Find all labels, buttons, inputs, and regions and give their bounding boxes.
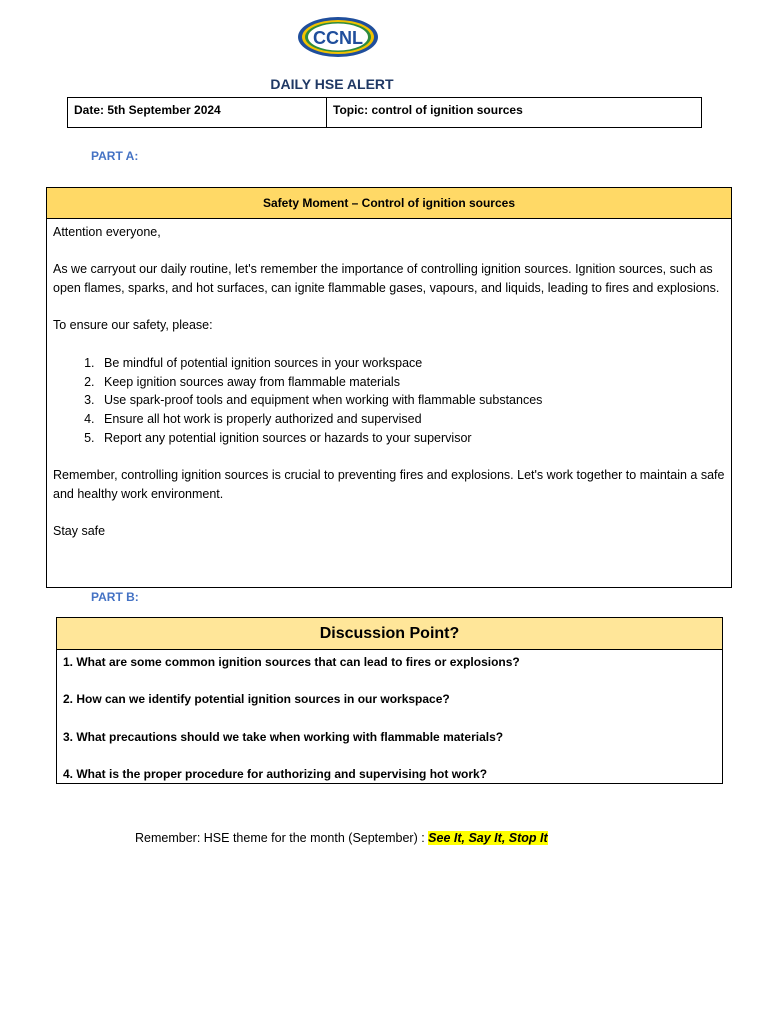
discussion-body (57, 650, 722, 787)
date-cell: Date: 5th September 2024 (68, 98, 327, 127)
signoff: Stay safe (53, 524, 106, 539)
safety-list (53, 354, 725, 448)
closing-paragraph: Remember, controlling ignition sources is crucial to preventing fires and explosions. Let's work together to maintain a safe and healthy work environment. (53, 468, 725, 501)
list-lead: To ensure our safety, please: (53, 318, 213, 333)
topic-cell: Topic: control of ignition sources (333, 103, 523, 117)
list-item: 5. Report any potential ignition sources or hazards to your supervisor (98, 429, 725, 448)
discussion-question: 1. What are some common ignition sources that can lead to fires or explosions? (63, 655, 520, 669)
list-item: 3. Use spark-proof tools and equipment when working with flammable substances (98, 391, 725, 410)
discussion-question: 4. What is the proper procedure for authorizing and supervising hot work? (63, 767, 488, 782)
list-item: 4. Ensure all hot work is properly authorized and supervised (98, 410, 725, 429)
safety-moment-box (46, 187, 732, 588)
greeting: Attention everyone, (53, 225, 161, 239)
intro-paragraph: As we carryout our daily routine, let's remember the importance of controlling ignition sources. Ignition sources, such as open flames, sparks, and hot surfaces, can ignite flammable gases, vapours, and liquids, leading to fires and explosions. (53, 262, 720, 296)
discussion-box (56, 617, 723, 784)
part-b-label: PART B: (91, 590, 139, 604)
discussion-header: Discussion Point? (57, 618, 722, 650)
discussion-question: 3. What precautions should we take when working with flammable materials? (63, 729, 504, 744)
safety-moment-body (47, 219, 731, 545)
ccnl-logo (296, 15, 380, 59)
part-a-label: PART A: (91, 149, 139, 163)
logo-text: CCNL (313, 28, 363, 48)
theme-highlight: See It, Say It, Stop It (428, 831, 548, 845)
document-title: DAILY HSE ALERT (270, 76, 394, 92)
reminder-text: Remember: HSE theme for the month (September) : (135, 831, 429, 845)
list-item: 2. Keep ignition sources away from flammable materials (98, 373, 725, 392)
safety-moment-header: Safety Moment – Control of ignition sources (47, 188, 731, 219)
hse-theme-reminder (135, 831, 548, 845)
list-item: 1. Be mindful of potential ignition sources in your workspace (98, 354, 725, 373)
meta-table (67, 97, 702, 128)
discussion-question: 2. How can we identify potential ignition sources in our workspace? (63, 692, 450, 707)
